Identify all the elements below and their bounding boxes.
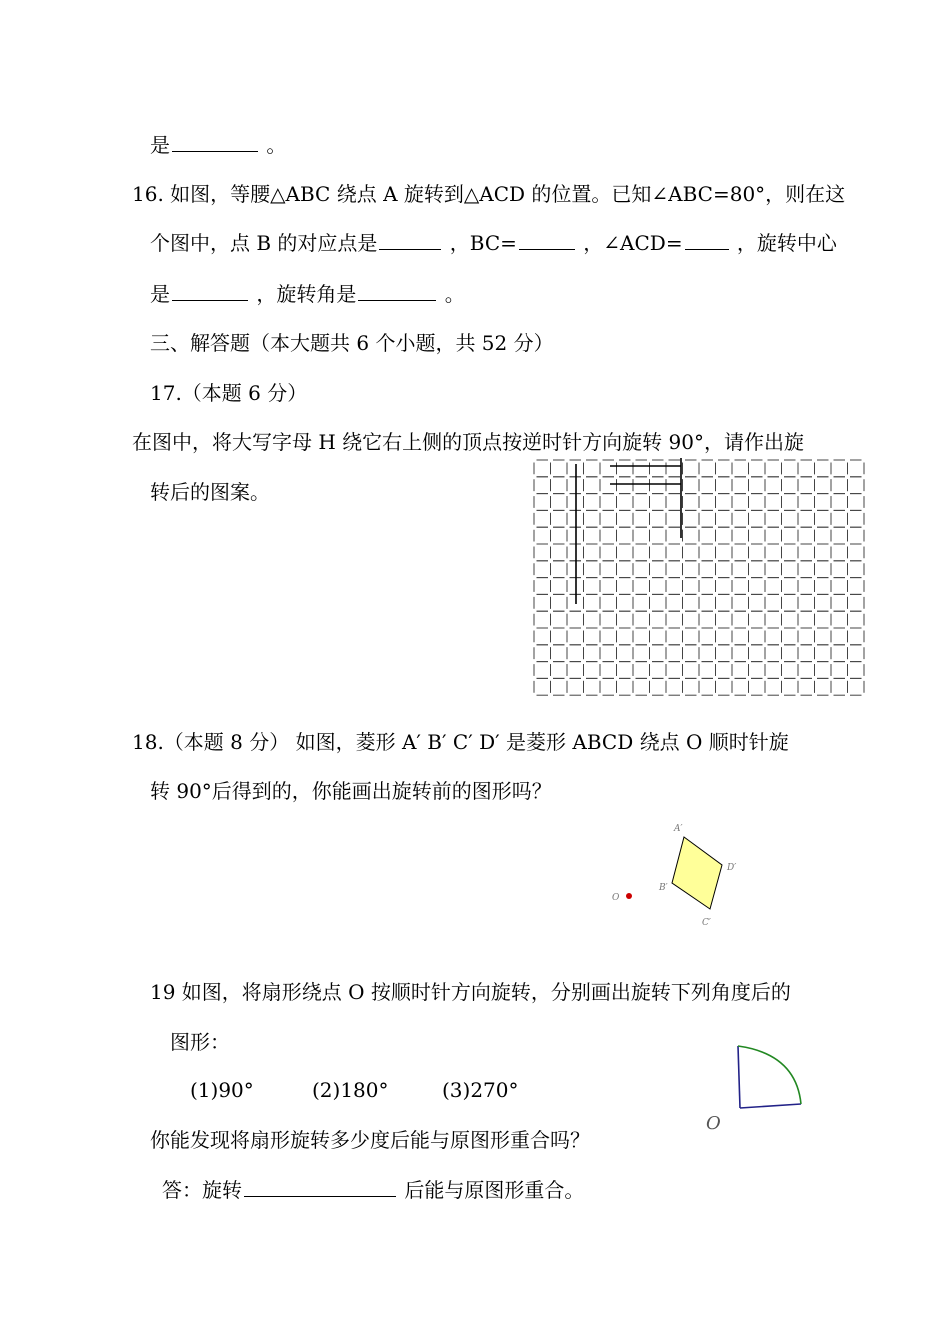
text: 是 [150,133,170,157]
question-17-line-1: 在图中，将大写字母 H 绕它右上侧的顶点按逆时针方向旋转 90°，请作出旋 [132,430,804,454]
label-d-prime: D′ [727,863,737,873]
question-19-line-3: 你能发现将扇形旋转多少度后能与原图形重合吗？ [150,1128,590,1152]
question-19-option-2: (2)180° [312,1078,389,1102]
text: 答：旋转 [162,1178,242,1202]
point-o [626,893,632,899]
text: ，旋转角是 [250,282,357,306]
question-16-line-3 [150,280,465,308]
label-c-prime: C′ [702,918,711,928]
answer-blank[interactable] [519,229,575,250]
rhombus-figure [600,815,760,935]
line-1 [150,131,286,159]
rhombus-a-prime [672,837,722,909]
question-17-title: 17.（本题 6 分） [150,381,308,405]
question-19-line-2: 图形： [170,1030,230,1054]
sector-radius-1 [738,1046,740,1108]
text: 是 [150,282,170,306]
text: 个图中，点 B 的对应点是 [150,231,378,255]
text: 。 [438,282,465,306]
question-19-option-3: (3)270° [442,1078,519,1102]
grid-figure [532,458,868,698]
answer-blank[interactable] [685,229,729,250]
answer-blank[interactable] [172,131,258,152]
answer-blank[interactable] [244,1176,396,1197]
question-17-line-2: 转后的图案。 [150,480,270,504]
text: ，旋转中心 [730,231,837,255]
dashed-grid [534,460,864,695]
text: ，BC= [443,231,517,255]
question-19-answer-line [162,1176,584,1204]
question-16-line-2 [150,229,837,257]
sector-radius-2 [740,1104,801,1108]
label-o: O [612,893,620,903]
text: 。 [260,133,287,157]
question-19-option-1: (1)90° [190,1078,254,1102]
question-18-line-1: 18.（本题 8 分） 如图，菱形 A′ B′ C′ D′ 是菱形 ABCD 绕点 O 顺时针旋 [132,730,789,754]
question-18-line-2: 转 90°后得到的，你能画出旋转前的图形吗？ [150,779,552,803]
answer-blank[interactable] [379,229,441,250]
sector-label-o: O [706,1113,721,1134]
letter-h [576,458,681,604]
sector-arc [738,1046,801,1104]
text: ，∠ACD= [576,231,683,255]
answer-blank[interactable] [172,280,248,301]
answer-blank[interactable] [358,280,436,301]
label-a-prime: A′ [674,824,683,834]
label-b-prime: B′ [659,883,668,893]
question-19-line-1: 19 如图，将扇形绕点 O 按顺时针方向旋转，分别画出旋转下列角度后的 [150,980,791,1004]
text: 后能与原图形重合。 [398,1178,585,1202]
section-3-heading: 三、解答题（本大题共 6 个小题，共 52 分） [150,331,554,355]
question-16-line-1: 16. 如图，等腰△ABC 绕点 A 旋转到△ACD 的位置。已知∠ABC=80°，则在这 [132,182,846,206]
